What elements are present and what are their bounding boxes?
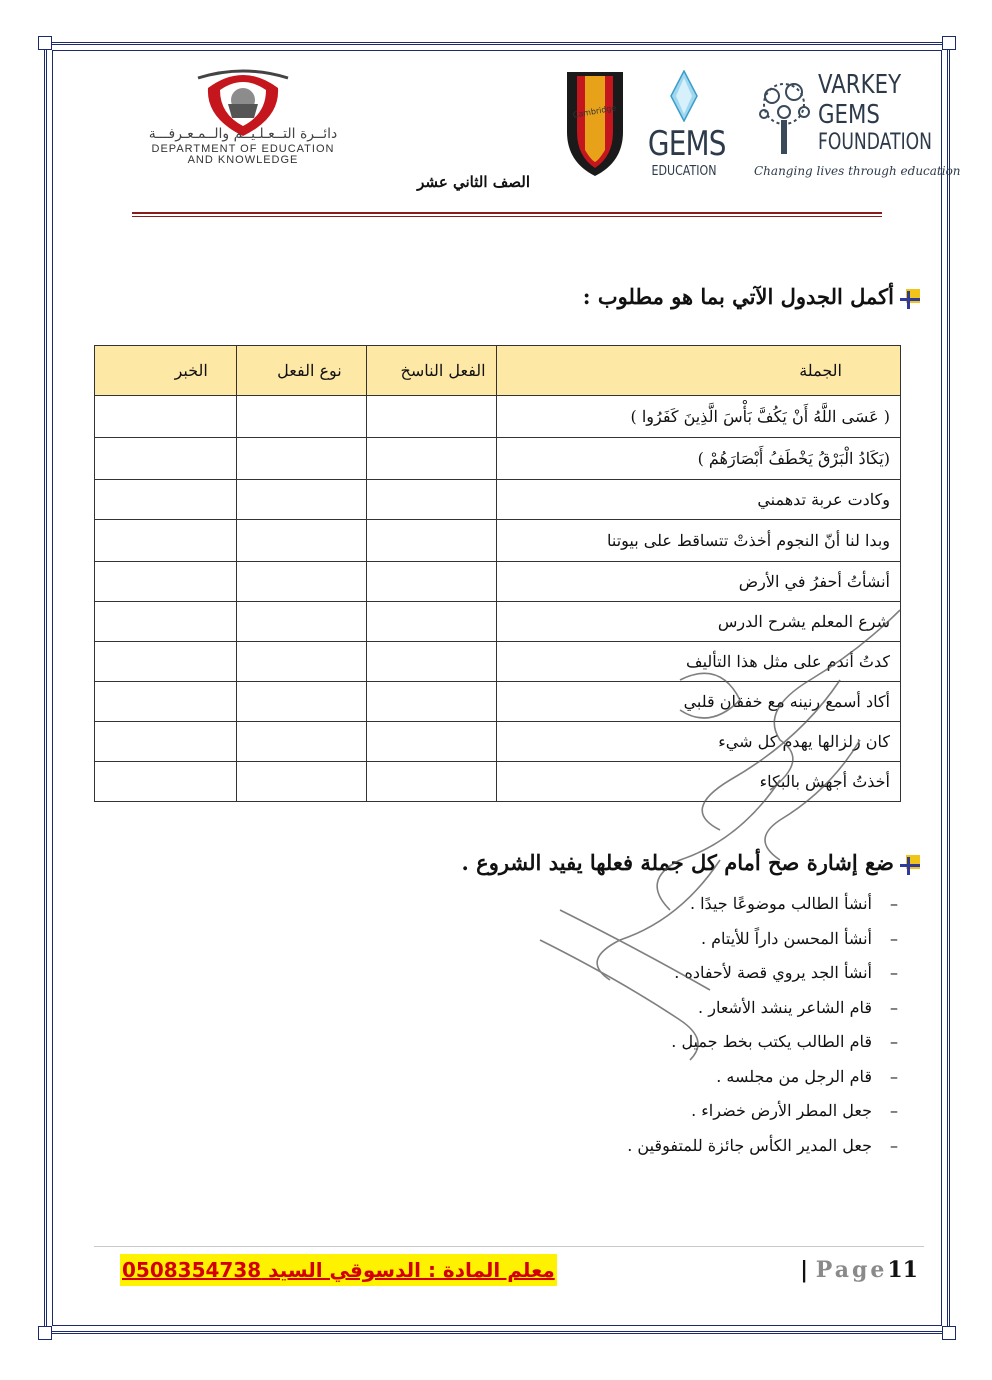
answer-cell[interactable] bbox=[236, 682, 366, 722]
table-row bbox=[95, 562, 901, 602]
sentence-cell: أخذتُ أجهش بالبكاء bbox=[496, 762, 900, 802]
bullet-icon bbox=[900, 855, 920, 875]
sentence-cell: أكاد أسمع رنينه مع خفقان قلبي bbox=[496, 682, 900, 722]
department-name-arabic: دائــرة التــعـلـيــم والــمـعـرفـــة bbox=[148, 126, 338, 142]
answer-cell[interactable] bbox=[95, 562, 237, 602]
answer-cell[interactable] bbox=[366, 520, 496, 562]
answer-cell[interactable] bbox=[236, 602, 366, 642]
list-item[interactable]: –جعل المطر الأرض خضراء . bbox=[691, 1101, 898, 1120]
section2-heading bbox=[462, 850, 920, 875]
tree-icon bbox=[752, 74, 816, 160]
list-item[interactable]: –قام الطالب يكتب بخط جميل . bbox=[671, 1032, 898, 1051]
answer-cell[interactable] bbox=[95, 762, 237, 802]
answer-cell[interactable] bbox=[95, 602, 237, 642]
answer-cell[interactable] bbox=[236, 396, 366, 438]
table-row bbox=[95, 480, 901, 520]
answer-cell[interactable] bbox=[95, 396, 237, 438]
sentence-cell: وكادت عربة تدهمني bbox=[496, 480, 900, 520]
list-item[interactable]: –أنشأ الطالب موضوعًا جيدًا . bbox=[689, 894, 898, 913]
sentence-cell: كدتُ أندم على مثل هذا التأليف bbox=[496, 642, 900, 682]
grade-label: الصف الثاني عشر bbox=[417, 173, 530, 191]
varkey-tagline: Changing lives through education bbox=[754, 164, 961, 178]
gems-subtitle: EDUCATION bbox=[651, 164, 717, 179]
answer-cell[interactable] bbox=[95, 642, 237, 682]
varkey-foundation-logo bbox=[752, 70, 961, 184]
table-header-row bbox=[95, 346, 901, 396]
table-row bbox=[95, 682, 901, 722]
column-header-verb-type: نوع الفعل bbox=[236, 346, 366, 396]
sentence-cell: شرع المعلم يشرح الدرس bbox=[496, 602, 900, 642]
answer-cell[interactable] bbox=[366, 602, 496, 642]
header-divider bbox=[132, 212, 882, 214]
list-item[interactable]: –أنشأ المحسن داراً للأيتام . bbox=[700, 928, 898, 948]
page-number bbox=[800, 1254, 918, 1286]
sentence-cell: أنشأتُ أحفرُ في الأرض bbox=[496, 562, 900, 602]
answer-cell[interactable] bbox=[95, 438, 237, 480]
column-header-predicate: الخبر bbox=[95, 346, 237, 396]
table-row bbox=[95, 396, 901, 438]
foundation-wordmark: FOUNDATION bbox=[818, 130, 932, 155]
table-row bbox=[95, 602, 901, 642]
answer-cell[interactable] bbox=[366, 762, 496, 802]
answer-cell[interactable] bbox=[236, 722, 366, 762]
answer-cell[interactable] bbox=[236, 642, 366, 682]
answer-cell[interactable] bbox=[366, 438, 496, 480]
gems-education-logo bbox=[640, 70, 728, 182]
column-header-verb: الفعل الناسخ bbox=[366, 346, 496, 396]
answer-cell[interactable] bbox=[95, 722, 237, 762]
corner-ornament bbox=[38, 1326, 52, 1340]
cambridge-shield-logo bbox=[565, 70, 625, 178]
answer-cell[interactable] bbox=[366, 396, 496, 438]
table-row bbox=[95, 520, 901, 562]
list-item[interactable]: –قام الشاعر ينشد الأشعار . bbox=[698, 997, 898, 1017]
sentence-cell: ( عَسَى اللَّهُ أَنْ يَكُفَّ بَأْسَ الَّذِينَ كَفَرُوا ) bbox=[496, 396, 900, 438]
diamond-icon bbox=[670, 70, 698, 122]
answer-cell[interactable] bbox=[366, 642, 496, 682]
varkey-gems-wordmark: GEMS bbox=[818, 100, 880, 130]
bullet-icon bbox=[900, 289, 920, 309]
exercise-table bbox=[94, 345, 901, 802]
cambridge-label: Cambridge bbox=[572, 103, 617, 120]
table-row bbox=[95, 438, 901, 480]
sentence-cell: وبدا لنا أنّ النجوم أخذتْ تتساقط على بيوتنا bbox=[496, 520, 900, 562]
answer-cell[interactable] bbox=[95, 682, 237, 722]
corner-ornament bbox=[38, 36, 52, 50]
table-row bbox=[95, 642, 901, 682]
gems-wordmark: GEMS bbox=[647, 124, 726, 164]
table-row bbox=[95, 722, 901, 762]
answer-cell[interactable] bbox=[366, 722, 496, 762]
sentence-cell: كان زلزالها يهدم كل شيء bbox=[496, 722, 900, 762]
answer-cell[interactable] bbox=[366, 682, 496, 722]
table-row bbox=[95, 762, 901, 802]
page-number-value: 11 bbox=[887, 1257, 918, 1283]
answer-cell[interactable] bbox=[95, 520, 237, 562]
footer-divider bbox=[94, 1246, 924, 1247]
answer-cell[interactable] bbox=[236, 562, 366, 602]
sentence-cell: (يَكَادُ الْبَرْقُ يَخْطَفُ أَبْصَارَهُمْ ) bbox=[496, 438, 900, 480]
list-item[interactable]: –قام الرجل من مجلسه . bbox=[716, 1066, 898, 1086]
answer-cell[interactable] bbox=[95, 480, 237, 520]
page-label: Page bbox=[815, 1257, 888, 1283]
section1-heading bbox=[583, 284, 920, 309]
list-item[interactable]: –جعل المدير الكأس جائزة للمتفوقين . bbox=[627, 1135, 898, 1155]
department-name-english-2: AND KNOWLEDGE bbox=[187, 154, 299, 166]
education-department-logo bbox=[88, 68, 398, 178]
department-name-english-1: DEPARTMENT OF EDUCATION bbox=[151, 143, 335, 155]
list-item[interactable]: –أنشأ الجد يروي قصة لأحفاده . bbox=[674, 963, 898, 982]
corner-ornament bbox=[942, 36, 956, 50]
answer-cell[interactable] bbox=[236, 438, 366, 480]
answer-cell[interactable] bbox=[366, 562, 496, 602]
page-separator: | bbox=[800, 1257, 809, 1283]
answer-cell[interactable] bbox=[236, 480, 366, 520]
teacher-contact: معلم المادة : الدسوقي السيد 0508354738 bbox=[120, 1254, 557, 1286]
column-header-sentence: الجملة bbox=[496, 346, 900, 396]
header-divider-thin bbox=[132, 216, 882, 217]
check-list bbox=[627, 890, 898, 1166]
varkey-wordmark: VARKEY bbox=[818, 70, 902, 100]
answer-cell[interactable] bbox=[236, 520, 366, 562]
answer-cell[interactable] bbox=[366, 480, 496, 520]
section2-heading-text: ضع إشارة صح أمام كل جملة فعلها يفيد الشروع . bbox=[461, 850, 894, 875]
section1-heading-text: أكمل الجدول الآتي بما هو مطلوب : bbox=[582, 284, 894, 309]
corner-ornament bbox=[942, 1326, 956, 1340]
answer-cell[interactable] bbox=[236, 762, 366, 802]
